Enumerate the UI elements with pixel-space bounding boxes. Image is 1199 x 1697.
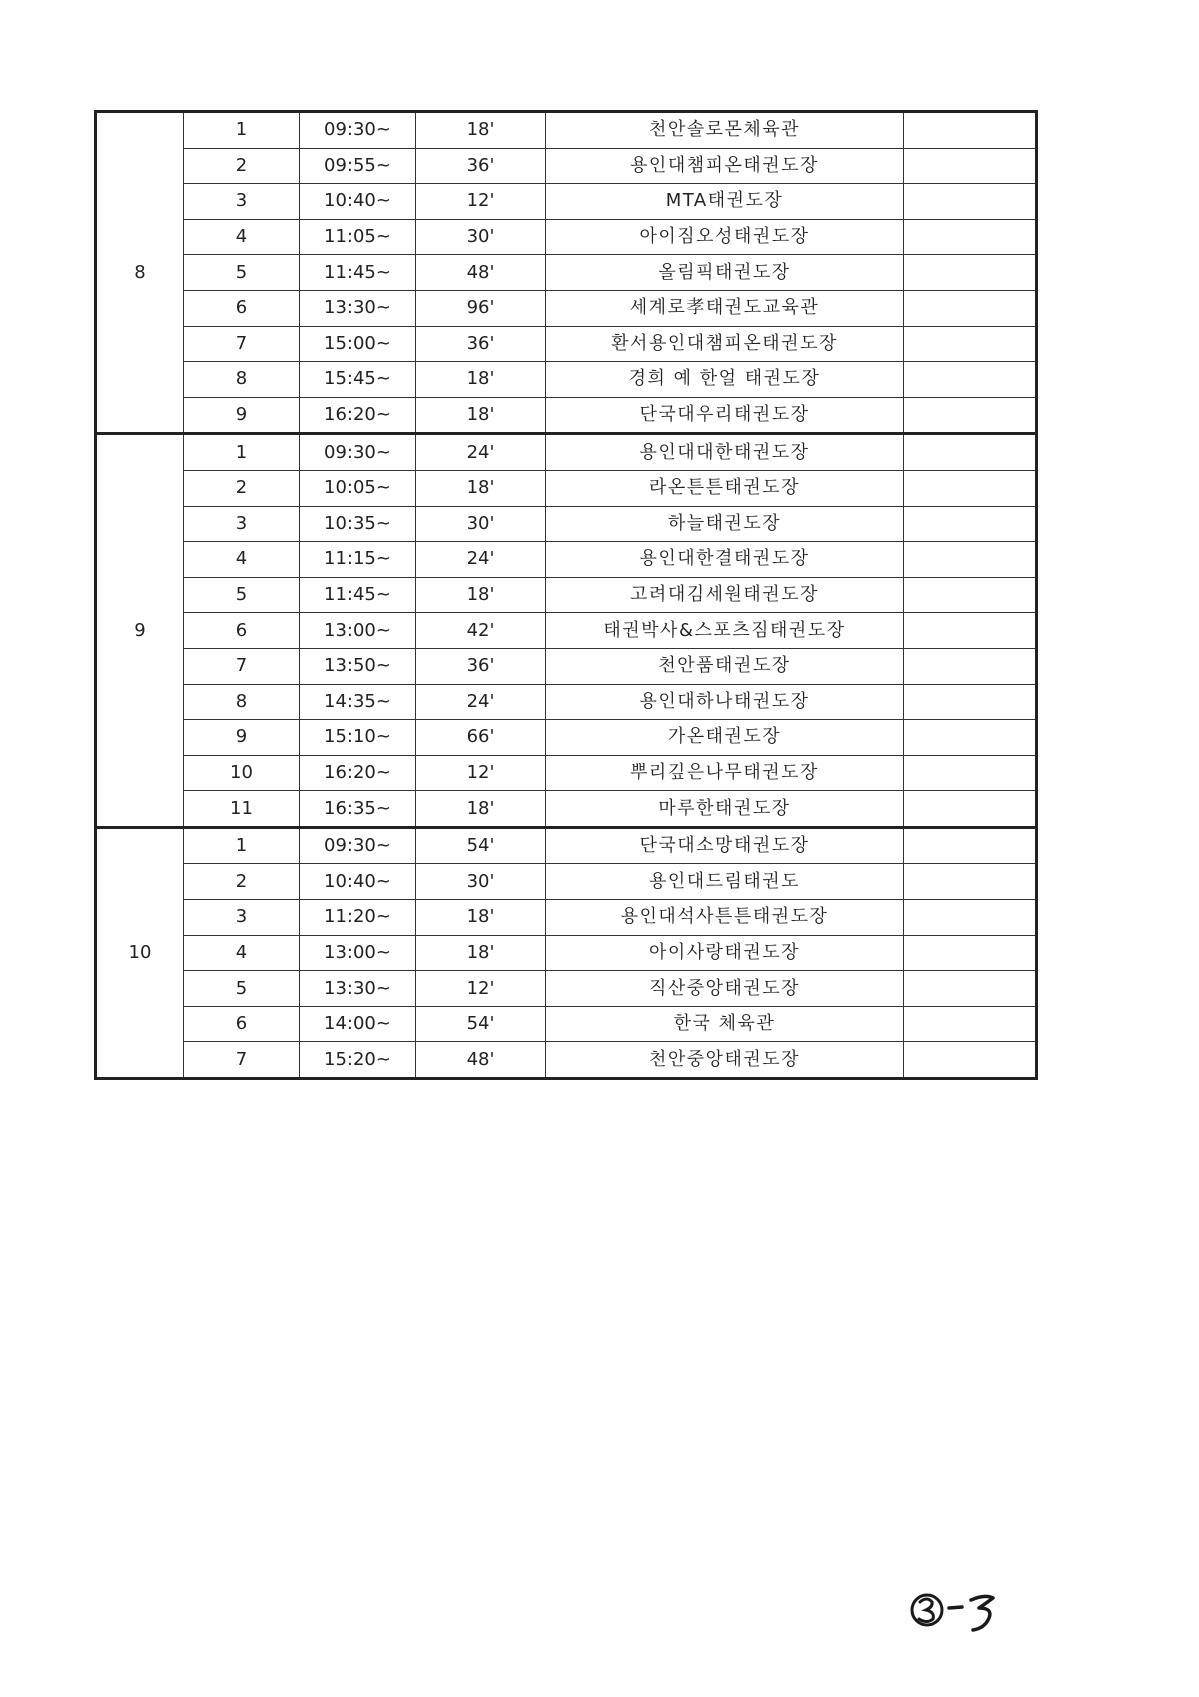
note-cell (904, 900, 1037, 936)
table-row (96, 935, 1037, 971)
note-cell (904, 827, 1037, 864)
note-cell (904, 577, 1037, 613)
table-row (96, 827, 1037, 864)
row-number-cell: 3 (184, 900, 300, 936)
dojang-name-cell: 용인대챔피온태권도장 (546, 148, 904, 184)
row-number-cell: 5 (184, 255, 300, 291)
row-number-cell: 9 (184, 720, 300, 756)
row-number-cell: 5 (184, 971, 300, 1007)
dojang-name-cell: 마루한태권도장 (546, 791, 904, 828)
start-time-cell: 11:05~ (300, 219, 416, 255)
duration-cell: 18' (416, 397, 546, 434)
duration-cell: 54' (416, 1006, 546, 1042)
start-time-cell: 13:30~ (300, 971, 416, 1007)
table-row (96, 577, 1037, 613)
table-row (96, 184, 1037, 220)
dojang-name-cell: 라온튼튼태권도장 (546, 470, 904, 506)
table-row (96, 755, 1037, 791)
group-number-cell: 9 (96, 434, 184, 828)
row-number-cell: 1 (184, 112, 300, 149)
table-row (96, 148, 1037, 184)
start-time-cell: 13:00~ (300, 613, 416, 649)
duration-cell: 18' (416, 112, 546, 149)
dojang-name-cell: 하늘태권도장 (546, 506, 904, 542)
dojang-name-cell: 환서용인대챔피온태권도장 (546, 326, 904, 362)
table-row (96, 791, 1037, 828)
note-cell (904, 1042, 1037, 1079)
note-cell (904, 506, 1037, 542)
duration-cell: 36' (416, 148, 546, 184)
dojang-name-cell: 용인대대한태권도장 (546, 434, 904, 471)
start-time-cell: 14:00~ (300, 1006, 416, 1042)
table-row (96, 971, 1037, 1007)
row-number-cell: 7 (184, 326, 300, 362)
row-number-cell: 7 (184, 1042, 300, 1079)
dojang-name-cell: 경희 예 한얼 태권도장 (546, 362, 904, 398)
dojang-name-cell: 한국 체육관 (546, 1006, 904, 1042)
table-row (96, 1006, 1037, 1042)
page-number-mark (905, 1588, 1005, 1638)
start-time-cell: 15:00~ (300, 326, 416, 362)
duration-cell: 12' (416, 184, 546, 220)
duration-cell: 48' (416, 1042, 546, 1079)
table-row (96, 112, 1037, 149)
dojang-name-cell: 태권박사&스포츠짐태권도장 (546, 613, 904, 649)
table-row (96, 648, 1037, 684)
note-cell (904, 362, 1037, 398)
row-number-cell: 6 (184, 1006, 300, 1042)
start-time-cell: 11:20~ (300, 900, 416, 936)
dojang-name-cell: 아이짐오성태권도장 (546, 219, 904, 255)
table-row (96, 397, 1037, 434)
table-row (96, 470, 1037, 506)
note-cell (904, 1006, 1037, 1042)
dojang-name-cell: MTA태권도장 (546, 184, 904, 220)
duration-cell: 36' (416, 326, 546, 362)
start-time-cell: 15:20~ (300, 1042, 416, 1079)
dojang-name-cell: 뿌리깊은나무태권도장 (546, 755, 904, 791)
dojang-name-cell: 아이사랑태권도장 (546, 935, 904, 971)
note-cell (904, 434, 1037, 471)
note-cell (904, 720, 1037, 756)
start-time-cell: 16:20~ (300, 397, 416, 434)
duration-cell: 30' (416, 864, 546, 900)
duration-cell: 66' (416, 720, 546, 756)
start-time-cell: 15:45~ (300, 362, 416, 398)
dojang-name-cell: 용인대하나태권도장 (546, 684, 904, 720)
start-time-cell: 09:55~ (300, 148, 416, 184)
duration-cell: 30' (416, 506, 546, 542)
start-time-cell: 09:30~ (300, 434, 416, 471)
note-cell (904, 290, 1037, 326)
duration-cell: 12' (416, 755, 546, 791)
table-row (96, 720, 1037, 756)
row-number-cell: 2 (184, 148, 300, 184)
table-row (96, 219, 1037, 255)
dojang-name-cell: 용인대석사튼튼태권도장 (546, 900, 904, 936)
duration-cell: 36' (416, 648, 546, 684)
schedule-table (94, 110, 1038, 1080)
note-cell (904, 148, 1037, 184)
row-number-cell: 9 (184, 397, 300, 434)
table-row (96, 290, 1037, 326)
start-time-cell: 14:35~ (300, 684, 416, 720)
start-time-cell: 16:35~ (300, 791, 416, 828)
start-time-cell: 11:45~ (300, 255, 416, 291)
row-number-cell: 2 (184, 470, 300, 506)
note-cell (904, 755, 1037, 791)
row-number-cell: 4 (184, 542, 300, 578)
table-row (96, 900, 1037, 936)
row-number-cell: 8 (184, 684, 300, 720)
start-time-cell: 11:15~ (300, 542, 416, 578)
note-cell (904, 184, 1037, 220)
row-number-cell: 6 (184, 290, 300, 326)
table-row (96, 1042, 1037, 1079)
duration-cell: 12' (416, 971, 546, 1007)
row-number-cell: 3 (184, 184, 300, 220)
row-number-cell: 1 (184, 434, 300, 471)
start-time-cell: 09:30~ (300, 112, 416, 149)
note-cell (904, 326, 1037, 362)
duration-cell: 18' (416, 577, 546, 613)
duration-cell: 18' (416, 900, 546, 936)
row-number-cell: 11 (184, 791, 300, 828)
dojang-name-cell: 용인대한결태권도장 (546, 542, 904, 578)
duration-cell: 48' (416, 255, 546, 291)
table-row (96, 613, 1037, 649)
table-row (96, 362, 1037, 398)
table-row (96, 864, 1037, 900)
start-time-cell: 16:20~ (300, 755, 416, 791)
start-time-cell: 15:10~ (300, 720, 416, 756)
table-row (96, 255, 1037, 291)
note-cell (904, 219, 1037, 255)
start-time-cell: 13:50~ (300, 648, 416, 684)
dojang-name-cell: 가온태권도장 (546, 720, 904, 756)
dojang-name-cell: 단국대우리태권도장 (546, 397, 904, 434)
row-number-cell: 6 (184, 613, 300, 649)
dojang-name-cell: 용인대드림태권도 (546, 864, 904, 900)
start-time-cell: 13:30~ (300, 290, 416, 326)
duration-cell: 30' (416, 219, 546, 255)
dojang-name-cell: 천안중앙태권도장 (546, 1042, 904, 1079)
duration-cell: 24' (416, 434, 546, 471)
note-cell (904, 542, 1037, 578)
table-row (96, 684, 1037, 720)
note-cell (904, 971, 1037, 1007)
row-number-cell: 1 (184, 827, 300, 864)
row-number-cell: 4 (184, 935, 300, 971)
dojang-name-cell: 천안솔로몬체육관 (546, 112, 904, 149)
start-time-cell: 09:30~ (300, 827, 416, 864)
start-time-cell: 10:05~ (300, 470, 416, 506)
table-row (96, 542, 1037, 578)
note-cell (904, 397, 1037, 434)
note-cell (904, 112, 1037, 149)
duration-cell: 96' (416, 290, 546, 326)
note-cell (904, 864, 1037, 900)
table-row (96, 434, 1037, 471)
row-number-cell: 4 (184, 219, 300, 255)
group-number-cell: 8 (96, 112, 184, 434)
start-time-cell: 10:40~ (300, 864, 416, 900)
note-cell (904, 470, 1037, 506)
note-cell (904, 791, 1037, 828)
start-time-cell: 13:00~ (300, 935, 416, 971)
duration-cell: 18' (416, 470, 546, 506)
start-time-cell: 11:45~ (300, 577, 416, 613)
duration-cell: 42' (416, 613, 546, 649)
row-number-cell: 2 (184, 864, 300, 900)
note-cell (904, 613, 1037, 649)
dojang-name-cell: 세계로孝태권도교육관 (546, 290, 904, 326)
note-cell (904, 935, 1037, 971)
group-number-cell: 10 (96, 827, 184, 1078)
dojang-name-cell: 단국대소망태권도장 (546, 827, 904, 864)
start-time-cell: 10:40~ (300, 184, 416, 220)
duration-cell: 54' (416, 827, 546, 864)
duration-cell: 18' (416, 362, 546, 398)
table-row (96, 506, 1037, 542)
duration-cell: 18' (416, 791, 546, 828)
row-number-cell: 7 (184, 648, 300, 684)
row-number-cell: 8 (184, 362, 300, 398)
note-cell (904, 648, 1037, 684)
note-cell (904, 684, 1037, 720)
start-time-cell: 10:35~ (300, 506, 416, 542)
dojang-name-cell: 고려대김세원태권도장 (546, 577, 904, 613)
dojang-name-cell: 올림픽태권도장 (546, 255, 904, 291)
note-cell (904, 255, 1037, 291)
schedule-body (96, 112, 1037, 1079)
dojang-name-cell: 천안품태권도장 (546, 648, 904, 684)
dojang-name-cell: 직산중앙태권도장 (546, 971, 904, 1007)
duration-cell: 18' (416, 935, 546, 971)
duration-cell: 24' (416, 684, 546, 720)
row-number-cell: 5 (184, 577, 300, 613)
table-row (96, 326, 1037, 362)
duration-cell: 24' (416, 542, 546, 578)
row-number-cell: 3 (184, 506, 300, 542)
row-number-cell: 10 (184, 755, 300, 791)
